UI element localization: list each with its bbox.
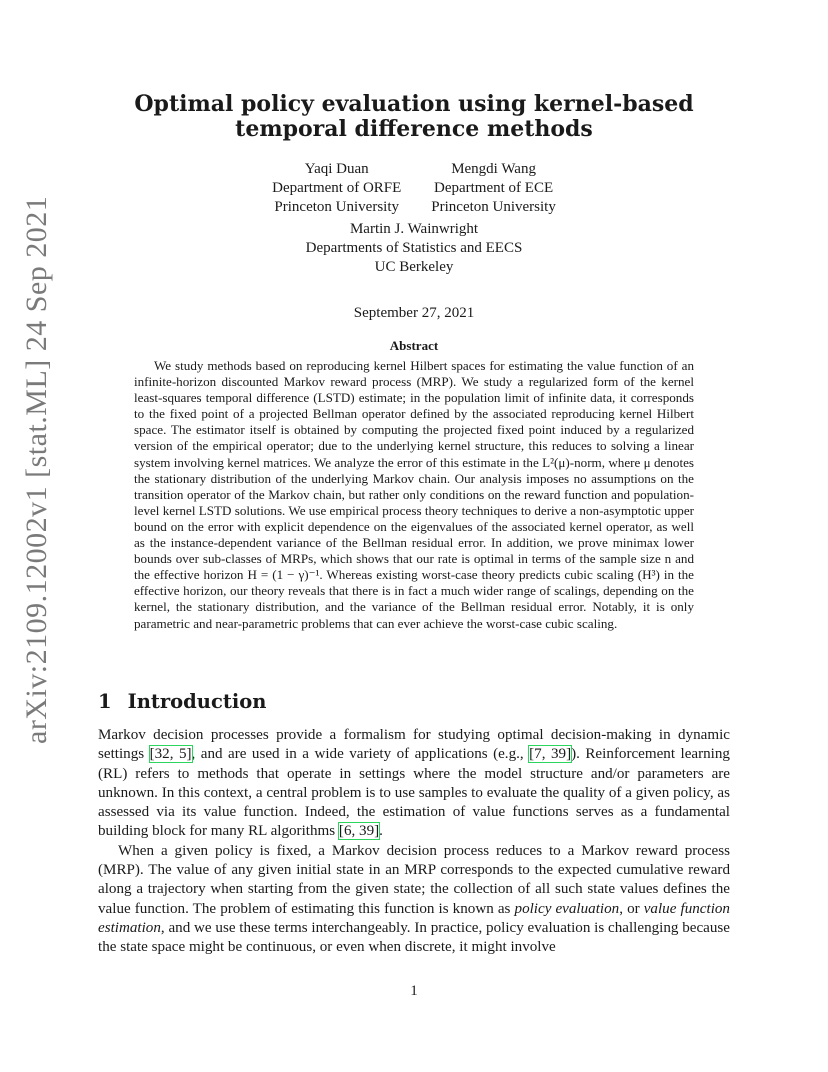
author-block [80,160,748,277]
author-1 [272,160,401,217]
page-number: 1 [410,983,418,999]
citation-link[interactable]: [32, 5] [149,746,192,763]
text-run: When a given policy is fixed, a Markov decision process reduces to a Markov reward process (MRP). The value of any given initial state in an MRP corresponds to the expected cumulative reward along a trajectory when starting from the given state; the collection of all such state values defines the value function. The problem of estimating this function is known as [98,842,730,917]
text-run: Markov decision processes provide a formalism for studying optimal decision-making in dynamic settings [98,727,730,763]
text-run: . [379,823,383,840]
abstract-heading: Abstract [389,338,439,353]
paragraph-1 [98,726,730,842]
author-inst: Princeton University [274,199,399,215]
text-run: ). Reinforcement learning (RL) refers to methods that operate in settings where the model structure and/or parameters are unknown. In this context, a central problem is to use samples to evaluate the quality of a given policy, as assessed via its value function. Indeed, the estimation of value functions serves as a fundamental building block for many RL algorithms [98,746,730,840]
author-inst: UC Berkeley [374,259,454,275]
section-title: Introduction [127,690,267,713]
text-run: , and we use these terms interchangeably. In practice, policy evaluation is challenging because the state space might be continuous, or even when discrete, it might involve [98,919,730,956]
author-name: Yaqi Duan [304,161,369,177]
text-run: , and are used in a wide variety of applications (e.g., [191,746,530,763]
emphasis-term: policy evaluation [514,900,620,917]
author-3 [80,220,748,277]
abstract-text: We study methods based on reproducing kernel Hilbert spaces for estimating the value function of an infinite-horizon discounted Markov reward process (MRP). We study a regularized form of the kernel least-squares temporal difference (LSTD) estimate; in the population limit of infinite data, it corresponds to the fixed point of a projected Bellman operator defined by the associated reproducing kernel Hilbert space. The estimator itself is obtained by computing the projected fixed point induced by a regularized version of the empirical operator; due to the underlying kernel structure, this reduces to solving a linear system involving kernel matrices. We analyze the error of this estimate in the L²(μ)-norm, where μ denotes the stationary distribution of the underlying Markov chain. Our analysis imposes no assumptions on the transition operator of the Markov chain, but rather only conditions on the reward function and population-level kernel LSTD solutions. We use empirical process theory techniques to derive a non-asymptotic upper bound on the error with explicit dependence on the eigenvalues of the associated kernel operator, as well as the instance-dependent variance of the Bellman residual error. In addition, we prove minimax lower bounds over sub-classes of MRPs, which shows that our rate is optimal in terms of the sample size n and the effective horizon H = (1 − γ)⁻¹. Whereas existing worst-case theory predicts cubic scaling (H³) in the effective horizon, our theory reveals that there is in fact a much wider range of scalings, depending on the kernel, the stationary distribution, and the variance of the Bellman residual error. Notably, it is only parametric and near-parametric problems that can ever achieve the worst-case cubic scaling. [134,358,694,631]
paragraph-2 [98,842,730,958]
author-2 [431,160,556,217]
section-heading [98,690,266,713]
author-name: Mengdi Wang [451,161,536,177]
author-dept: Department of ORFE [272,180,402,196]
paper-date: September 27, 2021 [353,305,475,321]
citation-link[interactable]: [7, 39] [529,746,572,763]
author-dept: Department of ECE [434,180,554,196]
section-number: 1 [98,690,112,713]
text-run: , or [619,900,644,917]
paper-title: Optimal policy evaluation using kernel-based temporal difference methods [134,91,694,142]
citation-link[interactable]: [6, 39] [338,823,380,840]
author-name: Martin J. Wainwright [349,221,479,237]
body-text [98,726,730,958]
author-inst: Princeton University [431,199,556,215]
emphasis-term: value function estimation [98,900,730,936]
arxiv-identifier: arXiv:2109.12002v1 [stat.ML] 24 Sep 2021 [20,195,53,744]
author-row [80,160,748,217]
author-dept: Departments of Statistics and EECS [305,240,523,256]
